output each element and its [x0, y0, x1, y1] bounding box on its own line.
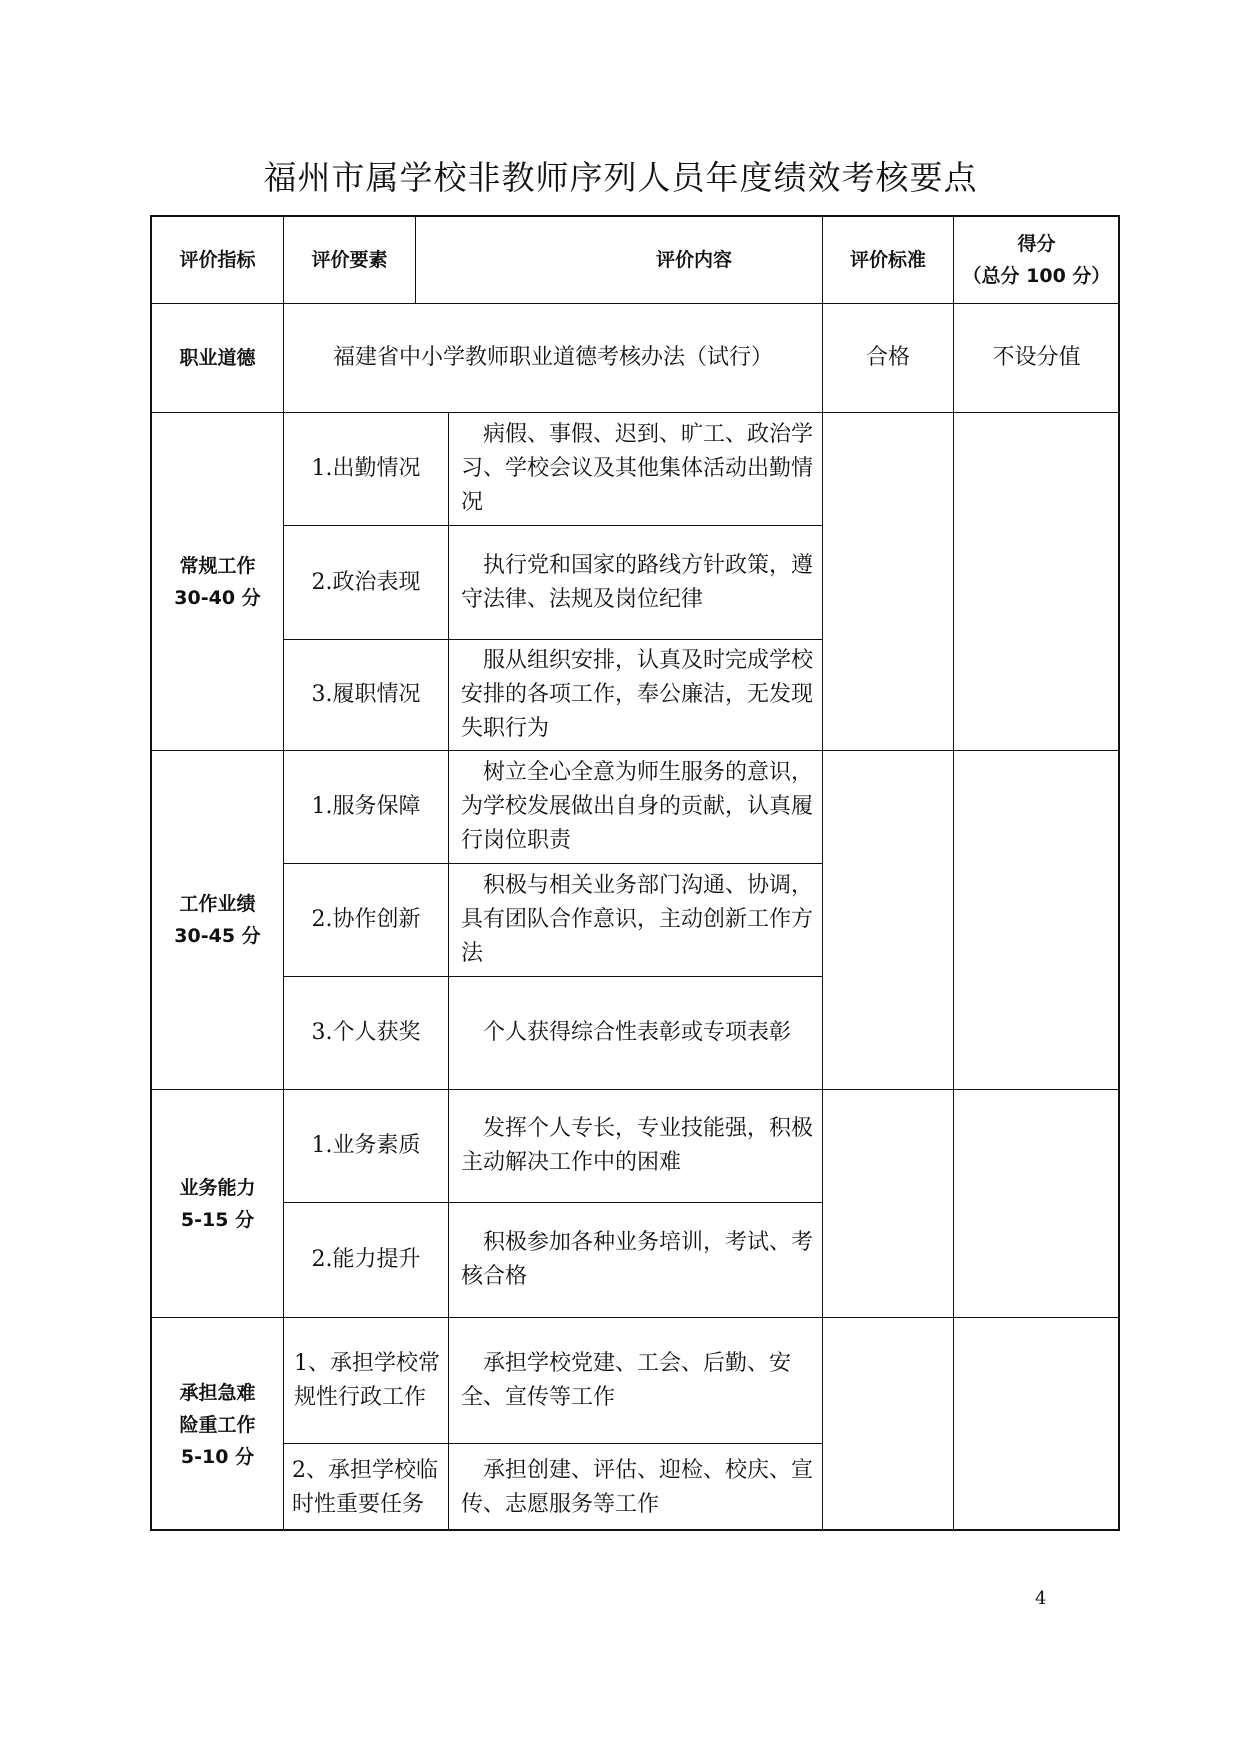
content-service: 树立全心全意为师生服务的意识，为学校发展做出自身的贡献，认真履行岗位职责 — [448, 750, 822, 863]
standard-cell — [822, 1317, 953, 1531]
content-duty: 服从组织安排，认真及时完成学校安排的各项工作，奉公廉洁，无发现失职行为 — [448, 639, 822, 750]
header-element: 评价要素 — [283, 217, 415, 303]
element-competence: 1.业务素质 — [283, 1089, 448, 1202]
group-routine-indicator — [152, 412, 283, 750]
standard-cell — [822, 1089, 953, 1317]
header-standard: 评价标准 — [822, 217, 953, 303]
element-improvement: 2.能力提升 — [283, 1202, 448, 1317]
header-indicator: 评价指标 — [179, 249, 256, 271]
content-political: 执行党和国家的路线方针政策，遵守法律、法规及岗位纪律 — [448, 525, 822, 639]
group-name-line1: 承担急难 — [179, 1381, 256, 1404]
page-number: 4 — [1035, 1588, 1047, 1609]
content-improvement: 积极参加各种业务培训，考试、考核合格 — [448, 1202, 822, 1317]
element-temporary-task: 2、承担学校临时性重要任务 — [283, 1443, 448, 1531]
content-awards: 个人获得综合性表彰或专项表彰 — [448, 976, 822, 1089]
header-content: 评价内容 — [415, 217, 972, 303]
group-name: 常规工作 — [179, 554, 256, 577]
group-name: 业务能力 — [179, 1176, 256, 1199]
element-duty: 3.履职情况 — [283, 639, 448, 750]
group-performance-indicator — [152, 750, 283, 1089]
group-range: 5-15 分 — [180, 1208, 255, 1231]
element-admin-work: 1、承担学校常规性行政工作 — [283, 1317, 448, 1443]
ethics-standard: 合格 — [822, 303, 953, 412]
standard-cell — [822, 412, 953, 750]
content-admin-work: 承担学校党建、工会、后勤、安全、宣传等工作 — [448, 1317, 822, 1443]
content-competence: 发挥个人专长，专业技能强，积极主动解决工作中的困难 — [448, 1089, 822, 1202]
group-range: 5-10 分 — [180, 1445, 255, 1468]
assessment-table — [150, 215, 1120, 1531]
score-cell — [953, 750, 1119, 1089]
element-cooperation: 2.协作创新 — [283, 863, 448, 976]
score-cell — [953, 1317, 1119, 1531]
element-service: 1.服务保障 — [283, 750, 448, 863]
element-political: 2.政治表现 — [283, 525, 448, 639]
group-urgent-indicator — [152, 1317, 283, 1531]
document-title: 福州市属学校非教师序列人员年度绩效考核要点 — [263, 158, 978, 197]
ethics-score: 不设分值 — [953, 303, 1119, 412]
group-name: 工作业绩 — [179, 893, 256, 915]
content-attendance: 病假、事假、迟到、旷工、政治学习、学校会议及其他集体活动出勤情况 — [448, 412, 822, 525]
header-score — [953, 217, 1119, 303]
content-cooperation: 积极与相关业务部门沟通、协调，具有团队合作意识，主动创新工作方法 — [448, 863, 822, 976]
ethics-content: 福建省中小学教师职业道德考核办法（试行） — [283, 303, 822, 412]
ethics-indicator: 职业道德 — [152, 303, 283, 412]
score-cell — [953, 1089, 1119, 1317]
group-ability-indicator — [152, 1089, 283, 1317]
score-cell — [953, 412, 1119, 750]
header-score-total: （总分 100 分） — [962, 265, 1111, 287]
content-temporary-task: 承担创建、评估、迎检、校庆、宣传、志愿服务等工作 — [448, 1443, 822, 1531]
group-range: 30-40 分 — [174, 586, 261, 609]
standard-cell — [822, 750, 953, 1089]
group-name-line2: 险重工作 — [179, 1413, 256, 1436]
group-range: 30-45 分 — [174, 925, 261, 947]
element-awards: 3.个人获奖 — [283, 976, 448, 1089]
header-score-title: 得分 — [1017, 233, 1056, 255]
element-attendance: 1.出勤情况 — [283, 412, 448, 525]
